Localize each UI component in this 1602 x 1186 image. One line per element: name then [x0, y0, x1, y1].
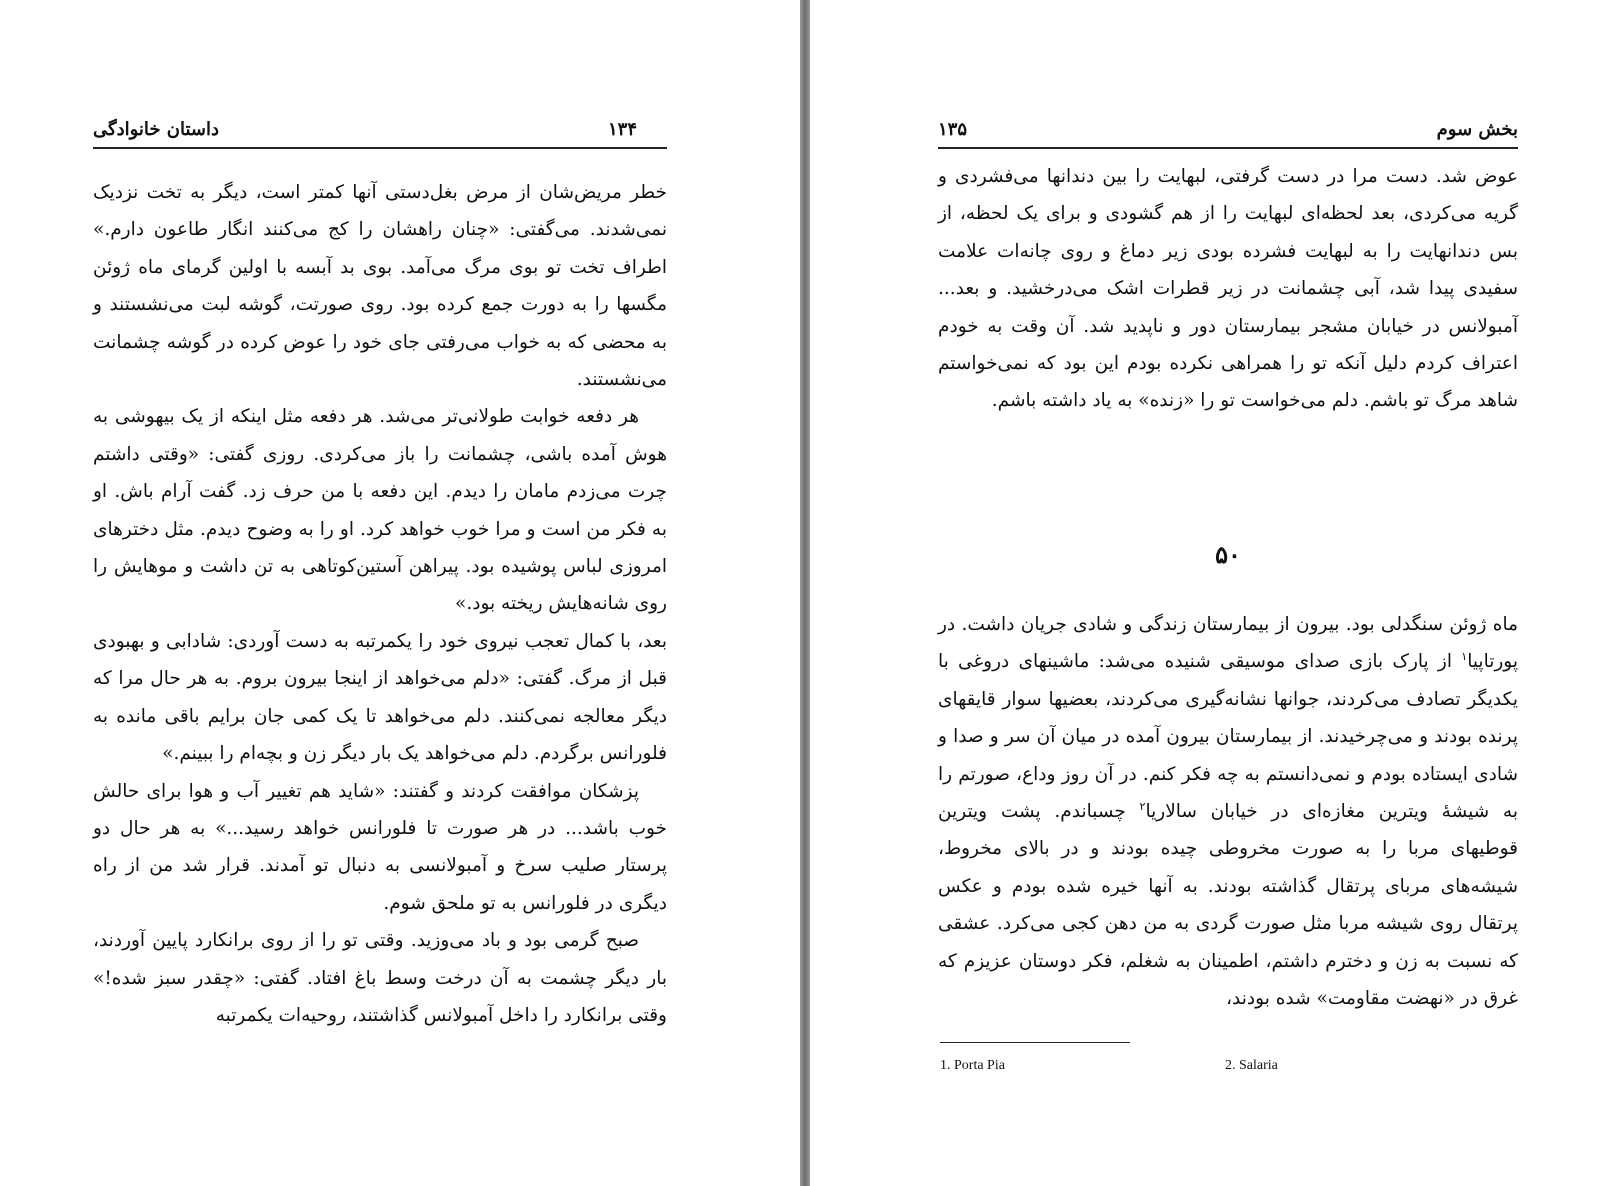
paragraph: صبح گرمی بود و باد می‌وزید. وقتی تو را از روی برانکارد پایین آوردند، بار دیگر چشمت به آن درخت وسط باغ افتاد. گفتی: «چقدر سبز شده!» وقتی برانکارد را داخل آمبولانس گذاشتند، روحیه‌ات یکمرتبه — [93, 930, 667, 1026]
footnote-ref: ۲ — [1139, 799, 1146, 813]
right-page-body-top — [938, 158, 1518, 420]
text-run: چسباندم. پشت ویترین قوطیهای مربا را به صورت مخروطی چیده بودند و در بالای مخروط، شیشه‌های مربای پرتقال گذاشته بودند. به آنها خیره شده بودم و عکس پرتقال روی شیشه مربا مثل صورت گردی به من دهن کجی می‌کرد. عشقی که نسبت به زن و دخترم داشتم، اطمینان به شغلم، فکر دوستان عزیزم که غرق در «نهضت مقاومت» شده بودند، — [938, 801, 1518, 1010]
footnote: 1. Porta Pia — [940, 1058, 1005, 1073]
paragraph — [938, 606, 1518, 1017]
chapter-number: ۵۰ — [1215, 540, 1241, 569]
paragraph: هر دفعه خوابت طولانی‌تر می‌شد. هر دفعه مثل اینکه از یک بیهوشی به هوش آمده باشی، چشمانت را باز می‌کردی. روزی گفتی: «وقتی داشتم چرت می‌زدم مامان را دیدم. این دفعه با من حرف زد. گفت آرام باش. او به فکر من است و مرا خوب خواهد کرد. او را به وضوح دیدم. مثل دخترهای امروزی لباس پوشیده بود. پیراهن آستین‌کوتاهی به تن داشت و موهایش را روی شانه‌هایش ریخته بود.» — [93, 406, 667, 615]
footnote: 2. Salaria — [1225, 1058, 1278, 1073]
paragraph: خطر مریض‌شان از مرض بغل‌دستی آنها کمتر است، دیگر به تخت نزدیک نمی‌شدند. می‌گفتی: «چنان راهشان را کج می‌کنند انگار طاعون دارم.» اطراف تخت تو بوی مرگ می‌آمد. بوی بد آبسه با اولین گرمای ماه ژوئن مگسها را به دورت جمع کرده بود. روی صورتت، گوشه لبت می‌نشستند و به محضی که به خواب می‌رفتی جای خود را عوض کرده در گوشه چشمانت می‌نشستند. — [93, 182, 667, 391]
book-gutter — [800, 0, 810, 1186]
page-number: ۱۳۵ — [938, 119, 968, 140]
paragraph: بعد، با کمال تعجب نیروی خود را یکمرتبه به دست آوردی: شادابی و بهبودی قبل از مرگ. گفتی: «دلم می‌خواهد از اینجا بیرون بروم. به هر حال مرا که دیگر معالجه نمی‌کنند. دلم می‌خواهد تا یک کمی جان برایم باقی مانده به فلورانس برگردم. دلم می‌خواهد یک بار دیگر زن و بچه‌ام را ببینم.» — [93, 630, 667, 765]
text-run: ماه ژوئن سنگدلی بود. بیرون از بیمارستان زندگی و شادی جریان داشت. در پورتاپیا — [938, 614, 1518, 673]
running-title: داستان خانوادگی — [93, 119, 220, 140]
paragraph: عوض شد. دست مرا در دست گرفتی، لبهایت را بین دندانها می‌فشردی و گریه می‌کردی، بعد لحظه‌ای لبهایت را از هم گشودی و برای یک لحظه، از بس دندانهایت را به لبهایت فشرده بودی زیر دماغ و روی چانه‌ات علامت سفیدی پیدا شد، آبی چشمانت در زیر قطرات اشک می‌درخشید. و بعد... آمبولانس در خیابان مشجر بیمارستان دور و ناپدید شد. آن وقت به خودم اعتراف کردم دلیل آنکه تو را همراهی نکرده بودم این بود که نمی‌خواستم شاهد مرگ تو باشم. دلم می‌خواست تو را «زنده» به یاد داشته باشم. — [938, 166, 1518, 412]
paragraph: پزشکان موافقت کردند و گفتند: «شاید هم تغییر آب و هوا برای حالش خوب باشد... در هر صورت تا فلورانس خواهد رسید...» به هر حال دو پرستار صلیب سرخ و آمبولانسی به دنبال تو آمدند. قرار شد من از راه دیگری در فلورانس به تو ملحق شوم. — [93, 780, 667, 914]
footnote-ref: ۱ — [1461, 650, 1468, 664]
right-page-header — [938, 117, 1518, 149]
left-page-header — [93, 117, 667, 149]
text-run: از پارک بازی صدای موسیقی شنیده می‌شد: ماشینهای دروغی با یکدیگر تصادف می‌کردند، جوانها نشانه‌گیری می‌کردند، بعضیها سوار قایقهای پرنده بودند و می‌چرخیدند. از بیمارستان بیرون آمده در میان آن سر و صدا و شادی ایستاده بودم و نمی‌دانستم به چه فکر کنم. در آن روز وداع، صورتم را به شیشهٔ ویترین مغازه‌ای در خیابان سالاریا — [938, 651, 1518, 823]
right-page — [810, 0, 1602, 1186]
running-title: بخش سوم — [1436, 119, 1518, 140]
right-page-body-chapter — [938, 606, 1518, 1017]
footnote-divider — [940, 1042, 1130, 1043]
left-page — [0, 0, 800, 1186]
page-number: ۱۳۴ — [607, 119, 637, 140]
left-page-body — [93, 174, 667, 1034]
